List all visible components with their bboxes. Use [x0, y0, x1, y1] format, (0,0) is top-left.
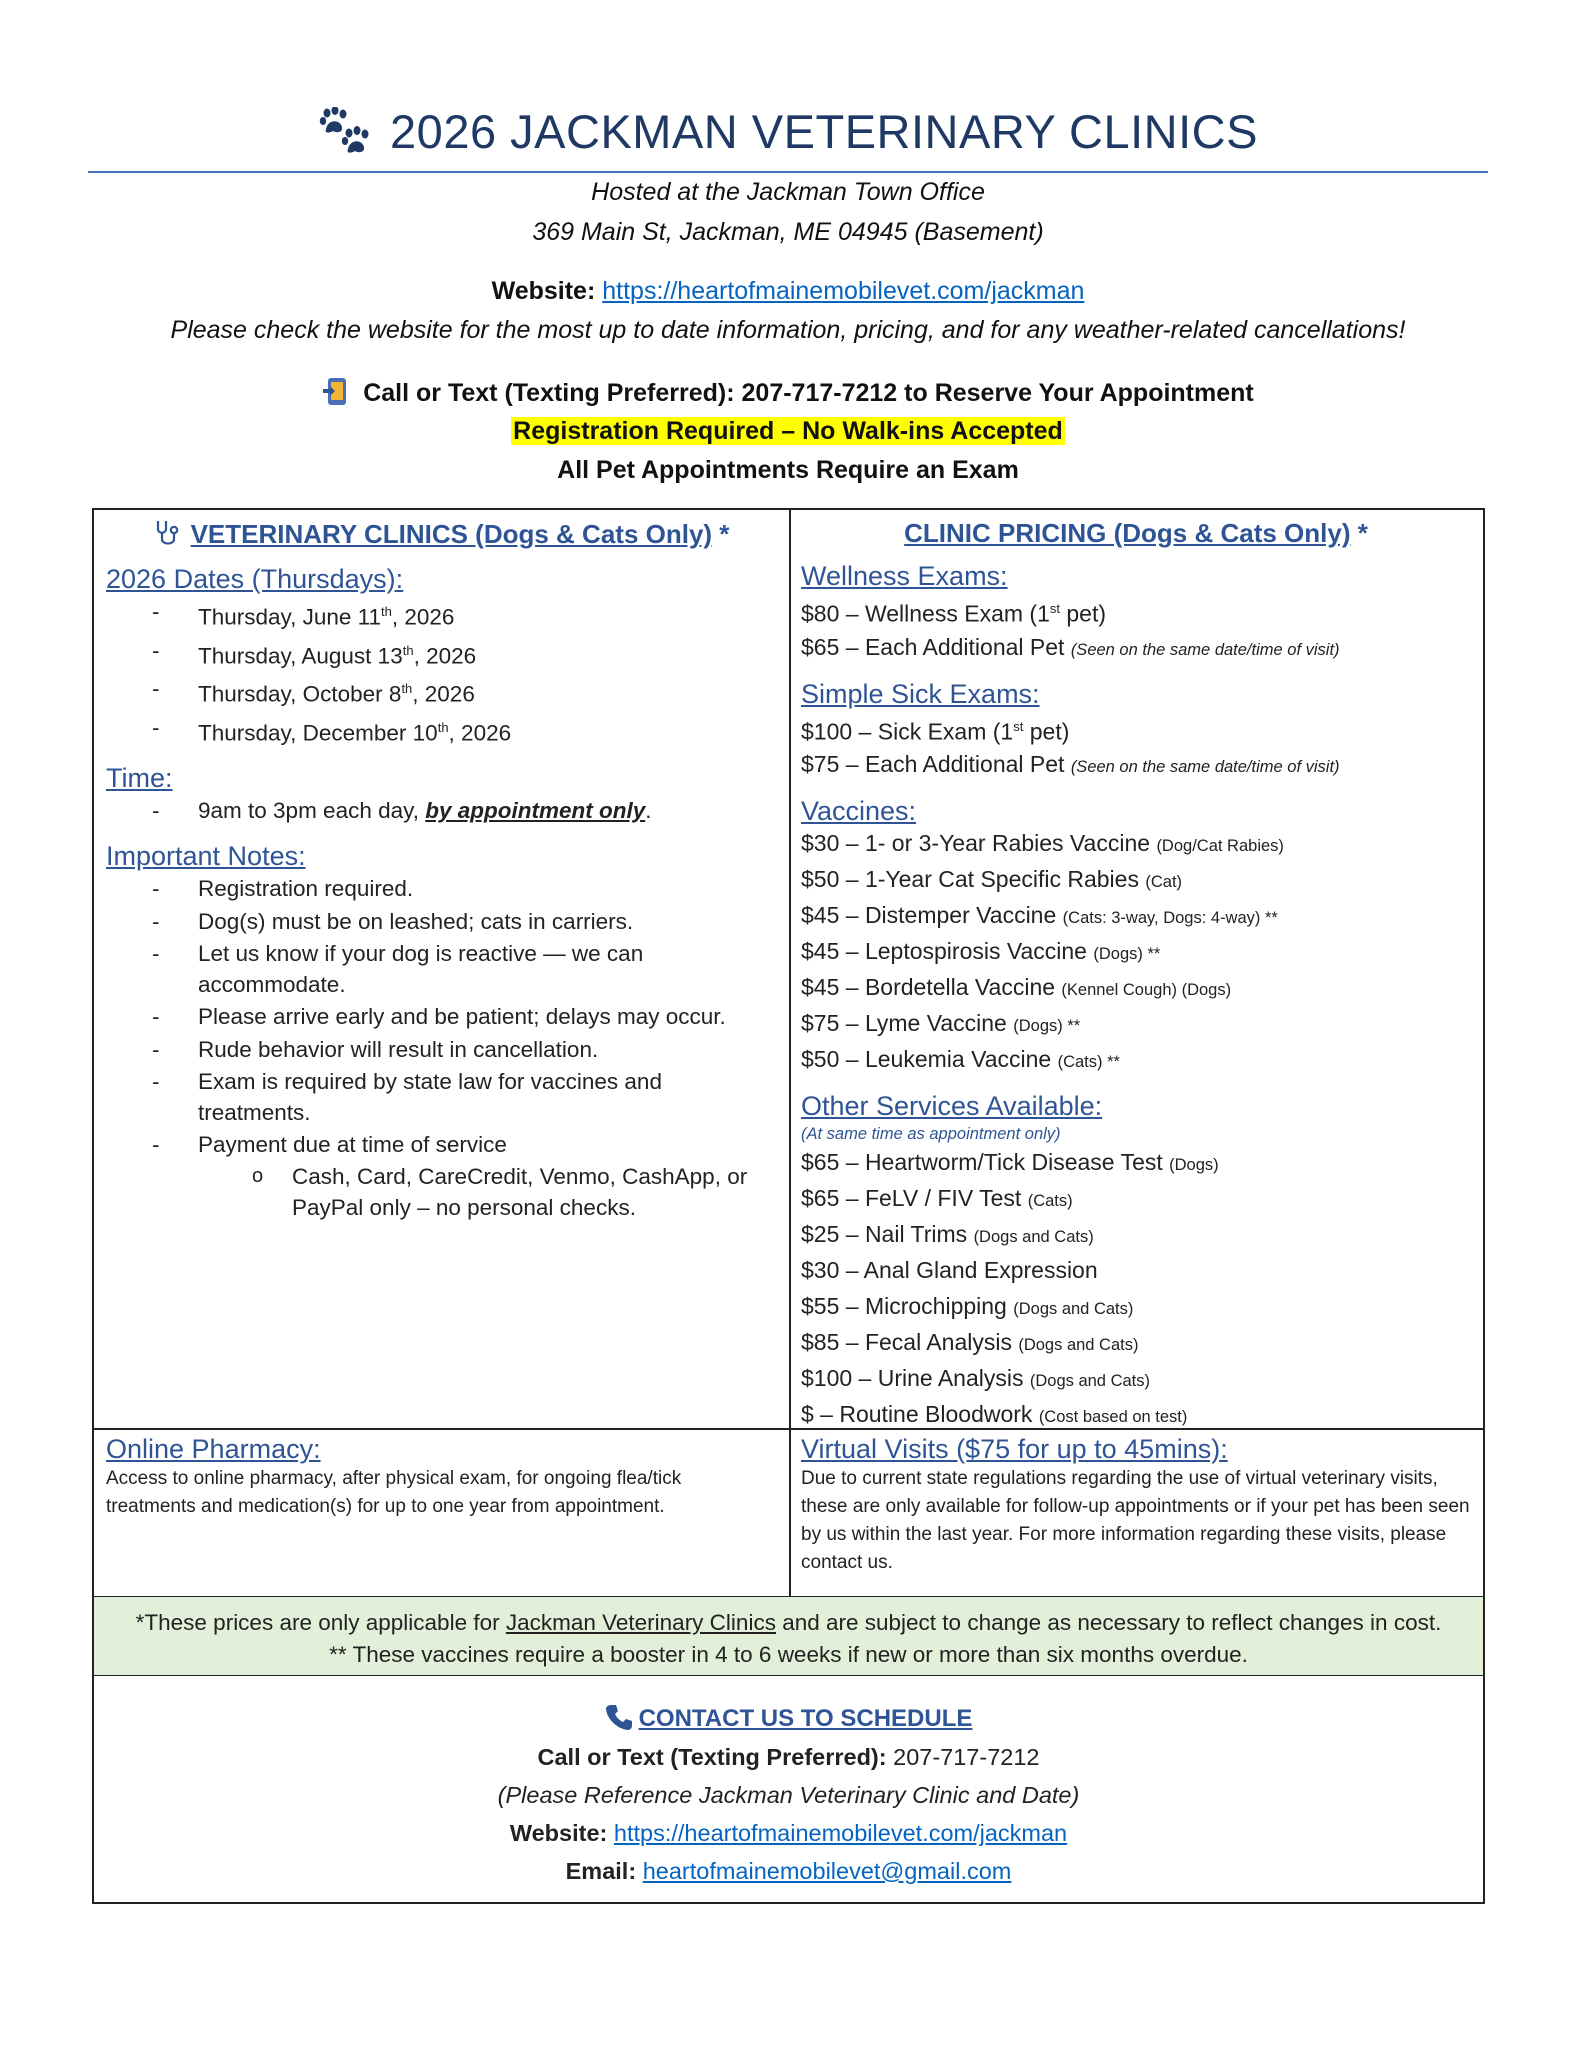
pricing-heading — [801, 518, 1471, 549]
info-table — [92, 508, 1485, 1904]
page-title-row — [88, 104, 1488, 162]
time-item: - 9am to 3pm each day, by appointment only. — [106, 794, 776, 827]
service-item: $ – Routine Bloodwork (Cost based on test) — [801, 1401, 1188, 1428]
virtual-title: Virtual Visits ($75 for up to 45mins): — [801, 1434, 1228, 1464]
pricing-column — [801, 510, 1471, 1434]
service-item: $85 – Fecal Analysis (Dogs and Cats) — [801, 1329, 1139, 1356]
pricing-footnote — [94, 1596, 1483, 1676]
footnote-line-2: ** These vaccines require a booster in 4 to 6 weeks if new or more than six months overdue. — [329, 1642, 1248, 1667]
virtual-text: Due to current state regulations regarding the use of virtual veterinary visits, these are only available for follow-up appointments or if your pet has been seen by us within the last year. For more information regarding these visits, please contact us. — [801, 1468, 1470, 1573]
page-title — [318, 104, 1258, 159]
other-services-note: (At same time as appointment only) — [801, 1125, 1061, 1144]
time-list — [106, 794, 776, 827]
contact-phone: 207-717-7212 — [886, 1744, 1040, 1770]
contact-section — [94, 1700, 1483, 1890]
date-item: - Thursday, December 10th, 2026 — [106, 711, 776, 750]
virtual-cell — [801, 1434, 1481, 1577]
clinics-heading — [106, 518, 776, 550]
notes-title: Important Notes: — [106, 841, 306, 871]
payment-methods: o Cash, Card, CareCredit, Venmo, CashApp, or PayPal only – no personal checks. — [106, 1161, 776, 1223]
sick-title: Simple Sick Exams: — [801, 678, 1040, 709]
clinics-heading-star: * — [712, 519, 730, 549]
call-text: Call or Text (Texting Preferred): 207-717-7212 to Reserve Your Appointment — [363, 379, 1254, 407]
paw-prints-icon — [318, 107, 372, 157]
contact-email-line: Email: heartofmainemobilevet@gmail.com — [565, 1858, 1012, 1884]
registration-highlight: Registration Required – No Walk-ins Accepted — [513, 417, 1063, 445]
note-item: - Payment due at time of service — [106, 1128, 776, 1161]
clinics-column — [106, 510, 776, 1223]
note-item: - Dog(s) must be on leashed; cats in carriers. — [106, 905, 776, 938]
dates-title: 2026 Dates (Thursdays): — [106, 564, 404, 594]
registration-line — [88, 417, 1488, 446]
note-item: - Exam is required by state law for vaccines and treatments. — [106, 1066, 776, 1128]
address-line: 369 Main St, Jackman, ME 04945 (Basement) — [532, 218, 1044, 246]
contact-heading: CONTACT US TO SCHEDULE — [94, 1700, 1483, 1738]
wellness-price-2: $65 – Each Additional Pet (Seen on the same date/time of visit) — [801, 633, 1340, 660]
note-item: - Please arrive early and be patient; delays may occur. — [106, 1000, 776, 1033]
call-line — [88, 377, 1488, 408]
wellness-title: Wellness Exams: — [801, 561, 1008, 591]
sick-price-2: $75 – Each Additional Pet (Seen on the same date/time of visit) — [801, 751, 1340, 778]
note-item: - Let us know if your dog is reactive — we can accommodate. — [106, 938, 776, 1000]
contact-email-link[interactable]: heartofmainemobilevet@gmail.com — [642, 1858, 1012, 1884]
sick-price-1: $100 – Sick Exam (1st pet) — [801, 718, 1070, 745]
pricing-heading-star: * — [1350, 518, 1368, 548]
date-item: - Thursday, June 11th, 2026 — [106, 595, 776, 634]
phone-icon — [605, 1703, 633, 1731]
note-item: - Registration required. — [106, 872, 776, 905]
title-text: 2026 JACKMAN VETERINARY CLINICS — [390, 105, 1258, 158]
column-divider — [789, 510, 791, 1596]
dates-list — [106, 595, 776, 749]
vaccine-item: $75 – Lyme Vaccine (Dogs) ** — [801, 1010, 1081, 1037]
clinics-heading-text: VETERINARY CLINICS (Dogs & Cats Only) — [190, 519, 713, 549]
row-divider — [94, 1428, 1483, 1430]
pharmacy-text: Access to online pharmacy, after physical exam, for ongoing flea/tick treatments and medication(s) for up to one year from appointment. — [106, 1468, 682, 1517]
vaccine-item: $45 – Leptospirosis Vaccine (Dogs) ** — [801, 938, 1161, 965]
service-item: $25 – Nail Trims (Dogs and Cats) — [801, 1221, 1094, 1248]
date-item: - Thursday, August 13th, 2026 — [106, 634, 776, 673]
time-title: Time: — [106, 763, 173, 793]
vaccine-item: $50 – Leukemia Vaccine (Cats) ** — [801, 1046, 1120, 1073]
notes-list — [106, 872, 776, 1161]
mobile-phone-icon — [322, 377, 350, 407]
service-item: $55 – Microchipping (Dogs and Cats) — [801, 1293, 1134, 1320]
vaccines-title: Vaccines: — [801, 796, 917, 827]
wellness-price-1: $80 – Wellness Exam (1st pet) — [801, 600, 1107, 627]
vaccine-item: $45 – Distemper Vaccine (Cats: 3-way, Dogs: 4-way) ** — [801, 902, 1278, 929]
payment-sublist — [106, 1161, 776, 1223]
date-item: - Thursday, October 8th, 2026 — [106, 672, 776, 711]
service-item: $30 – Anal Gland Expression — [801, 1257, 1098, 1284]
exam-required-line: All Pet Appointments Require an Exam — [557, 456, 1019, 484]
service-item: $65 – Heartworm/Tick Disease Test (Dogs) — [801, 1149, 1219, 1176]
contact-reference: (Please Reference Jackman Veterinary Clinic and Date) — [497, 1782, 1080, 1808]
contact-website-line: Website: https://heartofmainemobilevet.com/jackman — [509, 1820, 1068, 1846]
website-note: Please check the website for the most up to date information, pricing, and for any weather-related cancellations! — [170, 316, 1406, 344]
footnote-line-1: *These prices are only applicable for Jackman Veterinary Clinics and are subject to change as necessary to reflect changes in cost. — [135, 1610, 1442, 1635]
website-link[interactable]: https://heartofmainemobilevet.com/jackman — [602, 277, 1085, 305]
note-item: - Rude behavior will result in cancellation. — [106, 1033, 776, 1066]
service-item: $100 – Urine Analysis (Dogs and Cats) — [801, 1365, 1150, 1392]
stethoscope-icon — [153, 518, 183, 548]
hosted-line: Hosted at the Jackman Town Office — [591, 178, 985, 206]
vaccine-item: $30 – 1- or 3-Year Rabies Vaccine (Dog/Cat Rabies) — [801, 830, 1284, 857]
pharmacy-title: Online Pharmacy: — [106, 1434, 321, 1464]
title-rule — [88, 171, 1488, 173]
other-services-title: Other Services Available: — [801, 1091, 1103, 1122]
website-label: Website: — [491, 277, 596, 305]
website-line — [88, 277, 1488, 306]
pricing-heading-text: CLINIC PRICING (Dogs & Cats Only) — [904, 518, 1351, 548]
footnote-link: Jackman Veterinary Clinics — [505, 1610, 776, 1635]
service-item: $65 – FeLV / FIV Test (Cats) — [801, 1185, 1073, 1212]
vaccine-item: $50 – 1-Year Cat Specific Rabies (Cat) — [801, 866, 1183, 893]
contact-website-link[interactable]: https://heartofmainemobilevet.com/jackman — [613, 1820, 1068, 1846]
vaccine-item: $45 – Bordetella Vaccine (Kennel Cough) (Dogs) — [801, 974, 1232, 1001]
pharmacy-cell — [106, 1434, 776, 1521]
contact-call-line: Call or Text (Texting Preferred): 207-717-7212 — [537, 1744, 1040, 1770]
